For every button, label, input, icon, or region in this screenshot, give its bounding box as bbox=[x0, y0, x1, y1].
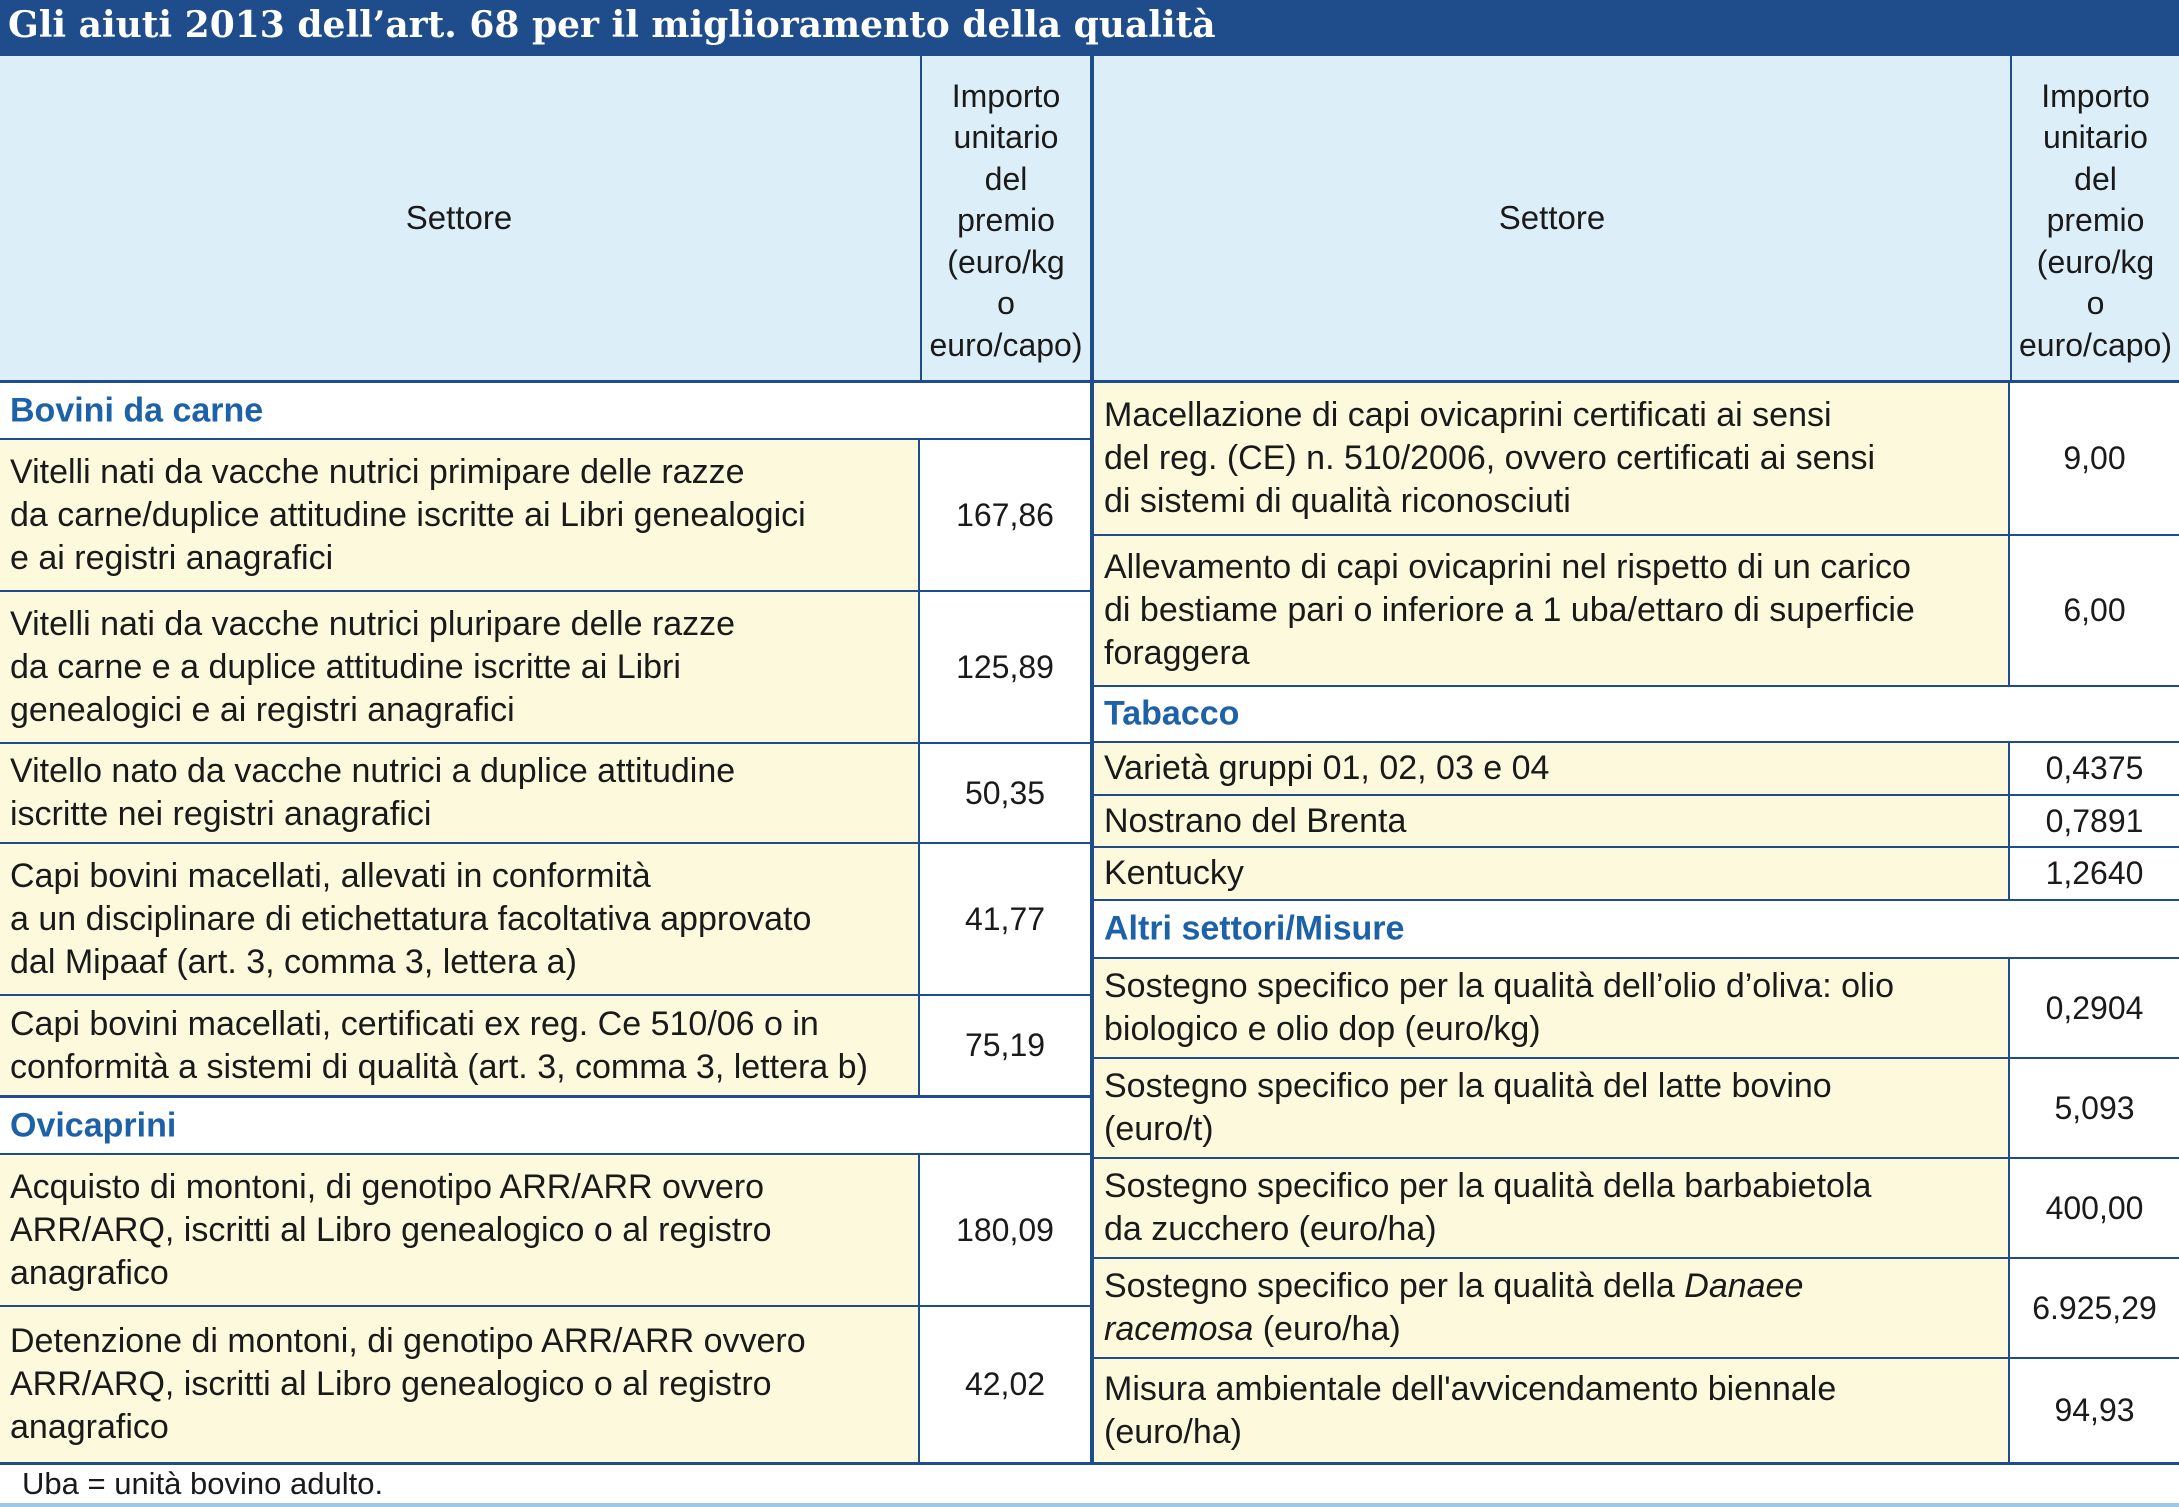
header-importo: Importo unitario del premio (euro/kg o euro/capo) bbox=[2010, 56, 2179, 380]
table-row bbox=[1094, 1059, 2179, 1159]
table-row bbox=[0, 592, 1090, 744]
table-row bbox=[1094, 743, 2179, 796]
title-bar bbox=[0, 0, 2179, 56]
row-description: Vitelli nati da vacche nutrici pluripare delle razze da carne e a duplice attitudine iscritte ai Libri genealogici e ai registri anagrafici bbox=[0, 592, 920, 742]
row-description: Sostegno specifico per la qualità dell’olio d’oliva: olio biologico e olio dop (euro/kg) bbox=[1094, 959, 2010, 1057]
row-description: Varietà gruppi 01, 02, 03 e 04 bbox=[1094, 743, 2010, 794]
section-bovini-da-carne bbox=[0, 383, 1090, 440]
table-row bbox=[1094, 1359, 2179, 1462]
left-table-header bbox=[0, 56, 1090, 383]
row-value: 42,02 bbox=[920, 1307, 1090, 1462]
left-table bbox=[0, 56, 1090, 1465]
right-table bbox=[1094, 56, 2179, 1465]
row-description: Vitello nato da vacche nutrici a duplice attitudine iscritte nei registri anagrafici bbox=[0, 744, 920, 842]
table-row bbox=[1094, 536, 2179, 687]
header-importo: Importo unitario del premio (euro/kg o euro/capo) bbox=[920, 56, 1090, 380]
row-value: 0,4375 bbox=[2010, 743, 2179, 794]
table-row bbox=[1094, 848, 2179, 901]
section-label: Ovicaprini bbox=[10, 1106, 177, 1144]
row-description: Vitelli nati da vacche nutrici primipare delle razze da carne/duplice attitudine iscritte ai Libri genealogici e ai registri anagrafici bbox=[0, 440, 920, 590]
row-value: 400,00 bbox=[2010, 1159, 2179, 1257]
header-settore: Settore bbox=[405, 199, 513, 236]
table-row bbox=[0, 1155, 1090, 1307]
section-label: Altri settori/Misure bbox=[1104, 909, 1405, 948]
row-value: 0,2904 bbox=[2010, 959, 2179, 1057]
table-row bbox=[1094, 1159, 2179, 1259]
row-value: 125,89 bbox=[920, 592, 1090, 742]
row-description: Macellazione di capi ovicaprini certificati ai sensi del reg. (CE) n. 510/2006, ovvero certificati ai sensi di sistemi di qualità riconosciuti bbox=[1094, 383, 2010, 534]
row-description: Misura ambientale dell'avvicendamento biennale (euro/ha) bbox=[1094, 1359, 2010, 1462]
section-altri-settori bbox=[1094, 901, 2179, 959]
row-value: 50,35 bbox=[920, 744, 1090, 842]
row-description: Sostegno specifico per la qualità della barbabietola da zucchero (euro/ha) bbox=[1094, 1159, 2010, 1257]
table-row bbox=[1094, 383, 2179, 536]
section-ovicaprini bbox=[0, 1098, 1090, 1155]
table-row bbox=[0, 440, 1090, 592]
section-tabacco bbox=[1094, 687, 2179, 743]
bottom-rule bbox=[0, 1503, 2179, 1507]
table-row bbox=[1094, 796, 2179, 848]
section-label: Bovini da carne bbox=[10, 391, 264, 429]
row-description: Kentucky bbox=[1094, 848, 2010, 899]
row-value: 167,86 bbox=[920, 440, 1090, 590]
right-table-header bbox=[1094, 56, 2179, 383]
row-value: 6,00 bbox=[2010, 536, 2179, 685]
row-description: Detenzione di montoni, di genotipo ARR/ARR ovvero ARR/ARQ, iscritti al Libro genealogico o al registro anagrafico bbox=[0, 1307, 920, 1462]
row-description: Capi bovini macellati, certificati ex reg. Ce 510/06 o in conformità a sistemi di qualità (art. 3, comma 3, lettera b) bbox=[0, 996, 920, 1095]
table-row bbox=[0, 844, 1090, 996]
table-row bbox=[1094, 1259, 2179, 1359]
table-row bbox=[0, 744, 1090, 844]
row-value: 9,00 bbox=[2010, 383, 2179, 534]
row-value: 94,93 bbox=[2010, 1359, 2179, 1462]
header-settore: Settore bbox=[1498, 199, 1606, 236]
page-title: Gli aiuti 2013 dell’art. 68 per il miglioramento della qualità bbox=[8, 4, 1216, 46]
row-value: 0,7891 bbox=[2010, 796, 2179, 846]
row-value: 6.925,29 bbox=[2010, 1259, 2179, 1357]
row-value: 41,77 bbox=[920, 844, 1090, 994]
row-value: 75,19 bbox=[920, 996, 1090, 1095]
row-description: Capi bovini macellati, allevati in conformità a un disciplinare di etichettatura facoltativa approvato dal Mipaaf (art. 3, comma 3, lettera a) bbox=[0, 844, 920, 994]
section-label: Tabacco bbox=[1104, 694, 1240, 733]
row-value: 5,093 bbox=[2010, 1059, 2179, 1157]
row-description: Nostrano del Brenta bbox=[1094, 796, 2010, 846]
row-description: Sostegno specifico per la qualità della Danaee racemosa (euro/ha) bbox=[1094, 1259, 2010, 1357]
row-description: Allevamento di capi ovicaprini nel rispetto di un carico di bestiame pari o inferiore a 1 uba/ettaro di superficie foraggera bbox=[1094, 536, 2010, 685]
row-value: 180,09 bbox=[920, 1155, 1090, 1305]
row-value: 1,2640 bbox=[2010, 848, 2179, 899]
footnote: Uba = unità bovino adulto. bbox=[22, 1466, 384, 1501]
table-row bbox=[0, 1307, 1090, 1462]
row-description: Acquisto di montoni, di genotipo ARR/ARR ovvero ARR/ARQ, iscritti al Libro genealogico o al registro anagrafico bbox=[0, 1155, 920, 1305]
table-row bbox=[1094, 959, 2179, 1059]
table-row bbox=[0, 996, 1090, 1098]
row-description: Sostegno specifico per la qualità del latte bovino (euro/t) bbox=[1094, 1059, 2010, 1157]
